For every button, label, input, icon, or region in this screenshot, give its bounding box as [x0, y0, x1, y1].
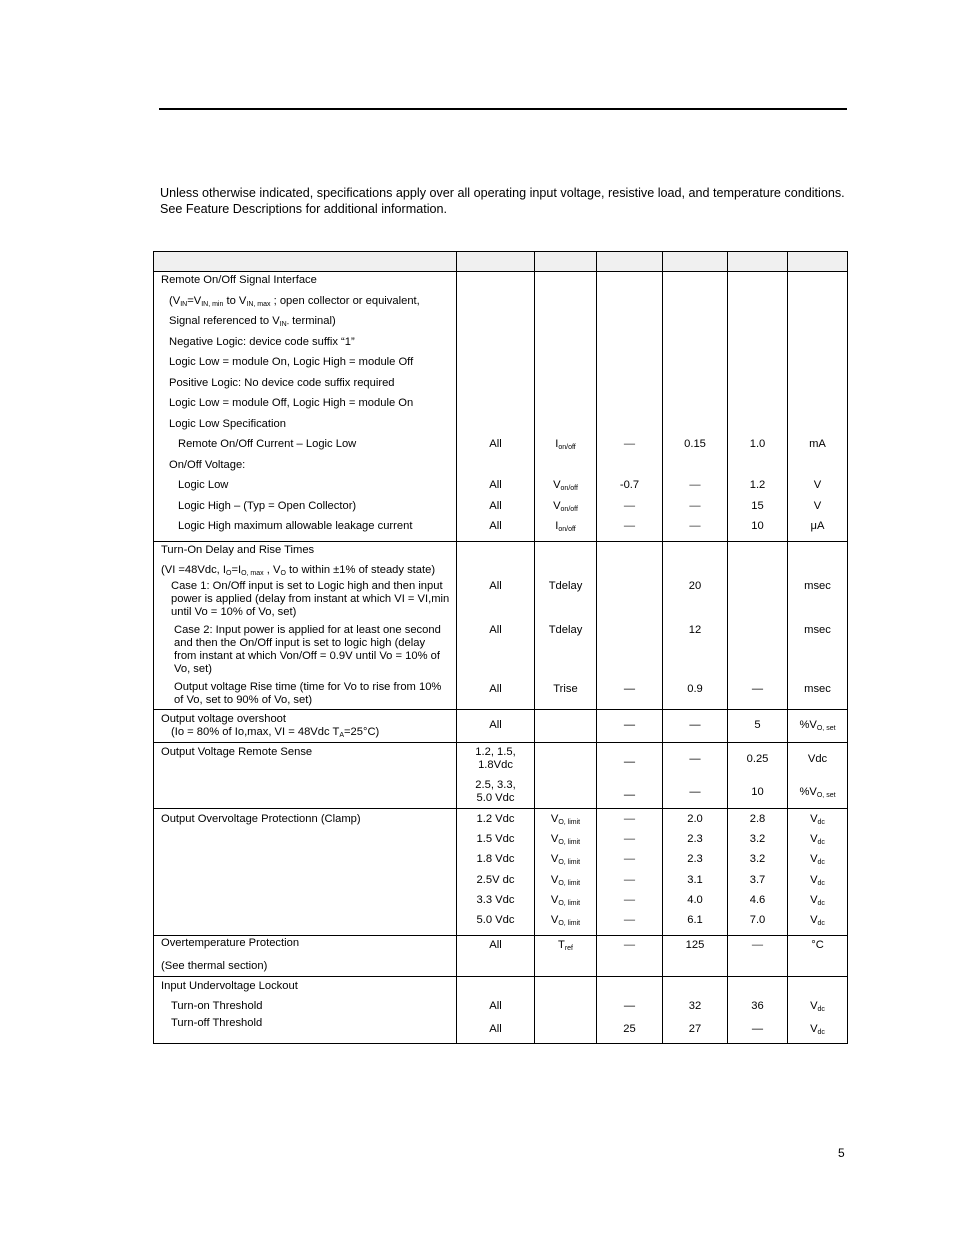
otp-symbol: $T_{ref}$ — [535, 935, 597, 976]
positive-logic-label: Positive Logic: No device code suffix required — [169, 376, 395, 389]
turn-on-delay-group — [154, 541, 848, 709]
uvlo-group — [154, 976, 848, 1043]
uvlo-max: 36 — — [728, 976, 788, 1043]
remote-onoff-condition: ($V_{IN}=V_{IN, min}$ to $V_{IN, max}$ ; open collector or equivalent, — [169, 294, 420, 308]
remote-sense-group — [154, 742, 848, 808]
otp-group — [154, 935, 848, 976]
logic-high-label: Logic High – (Typ = Open Collector) — [178, 499, 357, 512]
ovp-max: 2.8 3.2 3.2 3.7 4.6 7.0 — [728, 808, 788, 935]
turn-on-delay-max: — — [728, 541, 788, 709]
header-unit — [788, 252, 848, 272]
overshoot-unit: $\%V_{O, set}$ — [788, 709, 848, 742]
turn-on-delay-parameter — [154, 541, 457, 709]
turn-off-threshold-label: Turn-off Threshold — [171, 1016, 263, 1029]
remote-sense-min: — — — [597, 742, 663, 808]
rise-time-description: Output voltage Rise time (time for Vo to rise from 10% of Vo, set to 90% of Vo, set) — [174, 680, 442, 706]
otp-max: — — [728, 935, 788, 976]
overshoot-condition: (Io = 80% of Io,max, VI = 48Vdc $T_A=25^\circ C$) — [171, 725, 380, 739]
uvlo-unit: $V_{dc}$ $V_{dc}$ — [788, 976, 848, 1043]
turn-on-delay-symbol: Tdelay Tdelay Trise — [535, 541, 597, 709]
remote-onoff-reference: Signal referenced to $V_{IN-}$ terminal) — [169, 315, 336, 328]
onoff-voltage-label: On/Off Voltage: — [169, 458, 246, 471]
ovp-parameter — [154, 808, 457, 935]
uvlo-parameter — [154, 976, 457, 1043]
remote-onoff-parameter — [154, 272, 457, 542]
remote-sense-symbol — [535, 742, 597, 808]
header-typ — [663, 252, 728, 272]
positive-logic-desc: Logic Low = module Off, Logic High = module On — [169, 397, 414, 409]
remote-onoff-device: All All All All — [457, 272, 535, 542]
turn-on-delay-min: — — [597, 541, 663, 709]
negative-logic-desc: Logic Low = module On, Logic High = module Off — [169, 356, 414, 368]
negative-logic-label: Negative Logic: device code suffix “1” — [169, 335, 355, 348]
leakage-current-label: Logic High maximum allowable leakage current — [178, 520, 413, 532]
remote-onoff-symbol: $I_{on/off}$ $V_{on/off}$ $V_{on/off}$ $I_{on/off}$ — [535, 272, 597, 542]
header-parameter — [154, 252, 457, 272]
otp-typ: 125 — [663, 935, 728, 976]
uvlo-symbol — [535, 976, 597, 1043]
specifications-table — [153, 251, 848, 1044]
ovp-group — [154, 808, 848, 935]
overshoot-symbol — [535, 709, 597, 742]
otp-parameter — [154, 935, 457, 976]
ovp-typ: 2.0 2.3 2.3 3.1 4.0 6.1 — [663, 808, 728, 935]
ovp-symbol: $V_{O, limit}$ $V_{O, limit}$ $V_{O, limit}$ $V_{O, limit}$ $V_{O, limit}$ $V_{O, limit}$ — [535, 808, 597, 935]
overshoot-group — [154, 709, 848, 742]
otp-device: All — [457, 935, 535, 976]
logic-low-label: Logic Low — [178, 479, 229, 491]
page-number: 5 — [838, 1146, 845, 1160]
uvlo-typ: 32 27 — [663, 976, 728, 1043]
onoff-current-label: Remote On/Off Current – Logic Low — [178, 438, 357, 450]
uvlo-device: All All — [457, 976, 535, 1043]
intro-text: Unless otherwise indicated, specifications apply over all operating input voltage, resistive load, and temperature conditions. See Feature Descriptions for additional information. — [160, 186, 845, 216]
remote-onoff-unit: mA V V μA — [788, 272, 848, 542]
turn-on-delay-device: All All All — [457, 541, 535, 709]
otp-title: Overtemperature Protection — [161, 936, 300, 949]
case1-description: Case 1: On/Off input is set to Logic high and then input power is applied (delay from instant at which VI = VI,min until Vo = 10% of Vo, set) — [171, 579, 450, 618]
uvlo-title: Input Undervoltage Lockout — [161, 979, 298, 992]
overshoot-title: Output voltage overshoot — [161, 712, 287, 725]
header-symbol — [535, 252, 597, 272]
remote-onoff-title: Remote On/Off Signal Interface — [161, 274, 317, 286]
remote-sense-unit: Vdc $\%V_{O, set}$ — [788, 742, 848, 808]
remote-onoff-min: — -0.7 — — — [597, 272, 663, 542]
logic-low-spec-label: Logic Low Specification — [169, 417, 286, 430]
otp-note: (See thermal section) — [161, 959, 268, 972]
remote-sense-title: Output Voltage Remote Sense — [161, 745, 313, 758]
turn-on-delay-condition: (VI =48Vdc, $I_O=I_{O, max}$ , $V_O$ to within ±1% of steady state) — [161, 563, 436, 577]
remote-sense-typ: — — — [663, 742, 728, 808]
header-rule — [159, 108, 847, 110]
turn-on-threshold-label: Turn-on Threshold — [171, 999, 263, 1012]
table-header-row — [154, 252, 848, 272]
overshoot-device: All — [457, 709, 535, 742]
remote-sense-device: 1.2, 1.5, 1.8Vdc 2.5, 3.3, 5.0 Vdc — [457, 742, 535, 808]
turn-on-delay-title: Turn-On Delay and Rise Times — [161, 543, 315, 556]
remote-sense-parameter — [154, 742, 457, 808]
ovp-unit: $V_{dc}$ $V_{dc}$ $V_{dc}$ $V_{dc}$ $V_{dc}$ $V_{dc}$ — [788, 808, 848, 935]
uvlo-min: — 25 — [597, 976, 663, 1043]
otp-unit: °C — [788, 935, 848, 976]
overshoot-min: — — [597, 709, 663, 742]
ovp-min: — — — — — — — [597, 808, 663, 935]
overshoot-parameter — [154, 709, 457, 742]
header-max — [728, 252, 788, 272]
ovp-title: Output Overvoltage Protectionn (Clamp) — [161, 812, 361, 825]
overshoot-max: 5 — [728, 709, 788, 742]
ovp-device: 1.2 Vdc 1.5 Vdc 1.8 Vdc 2.5V dc 3.3 Vdc 5.0 Vdc — [457, 808, 535, 935]
remote-onoff-typ: 0.15 — — — — [663, 272, 728, 542]
remote-onoff-group — [154, 272, 848, 542]
overshoot-typ: — — [663, 709, 728, 742]
case2-description: Case 2: Input power is applied for at least one second and then the On/Off input is set to logic high (delay from instant at which Von/Off = 0.9V until Vo = 10% of Vo, set) — [174, 623, 441, 675]
header-min — [597, 252, 663, 272]
otp-min: — — [597, 935, 663, 976]
turn-on-delay-unit: msec msec msec — [788, 541, 848, 709]
turn-on-delay-typ: 20 12 0.9 — [663, 541, 728, 709]
header-device — [457, 252, 535, 272]
remote-onoff-max: 1.0 1.2 15 10 — [728, 272, 788, 542]
remote-sense-max: 0.25 10 — [728, 742, 788, 808]
